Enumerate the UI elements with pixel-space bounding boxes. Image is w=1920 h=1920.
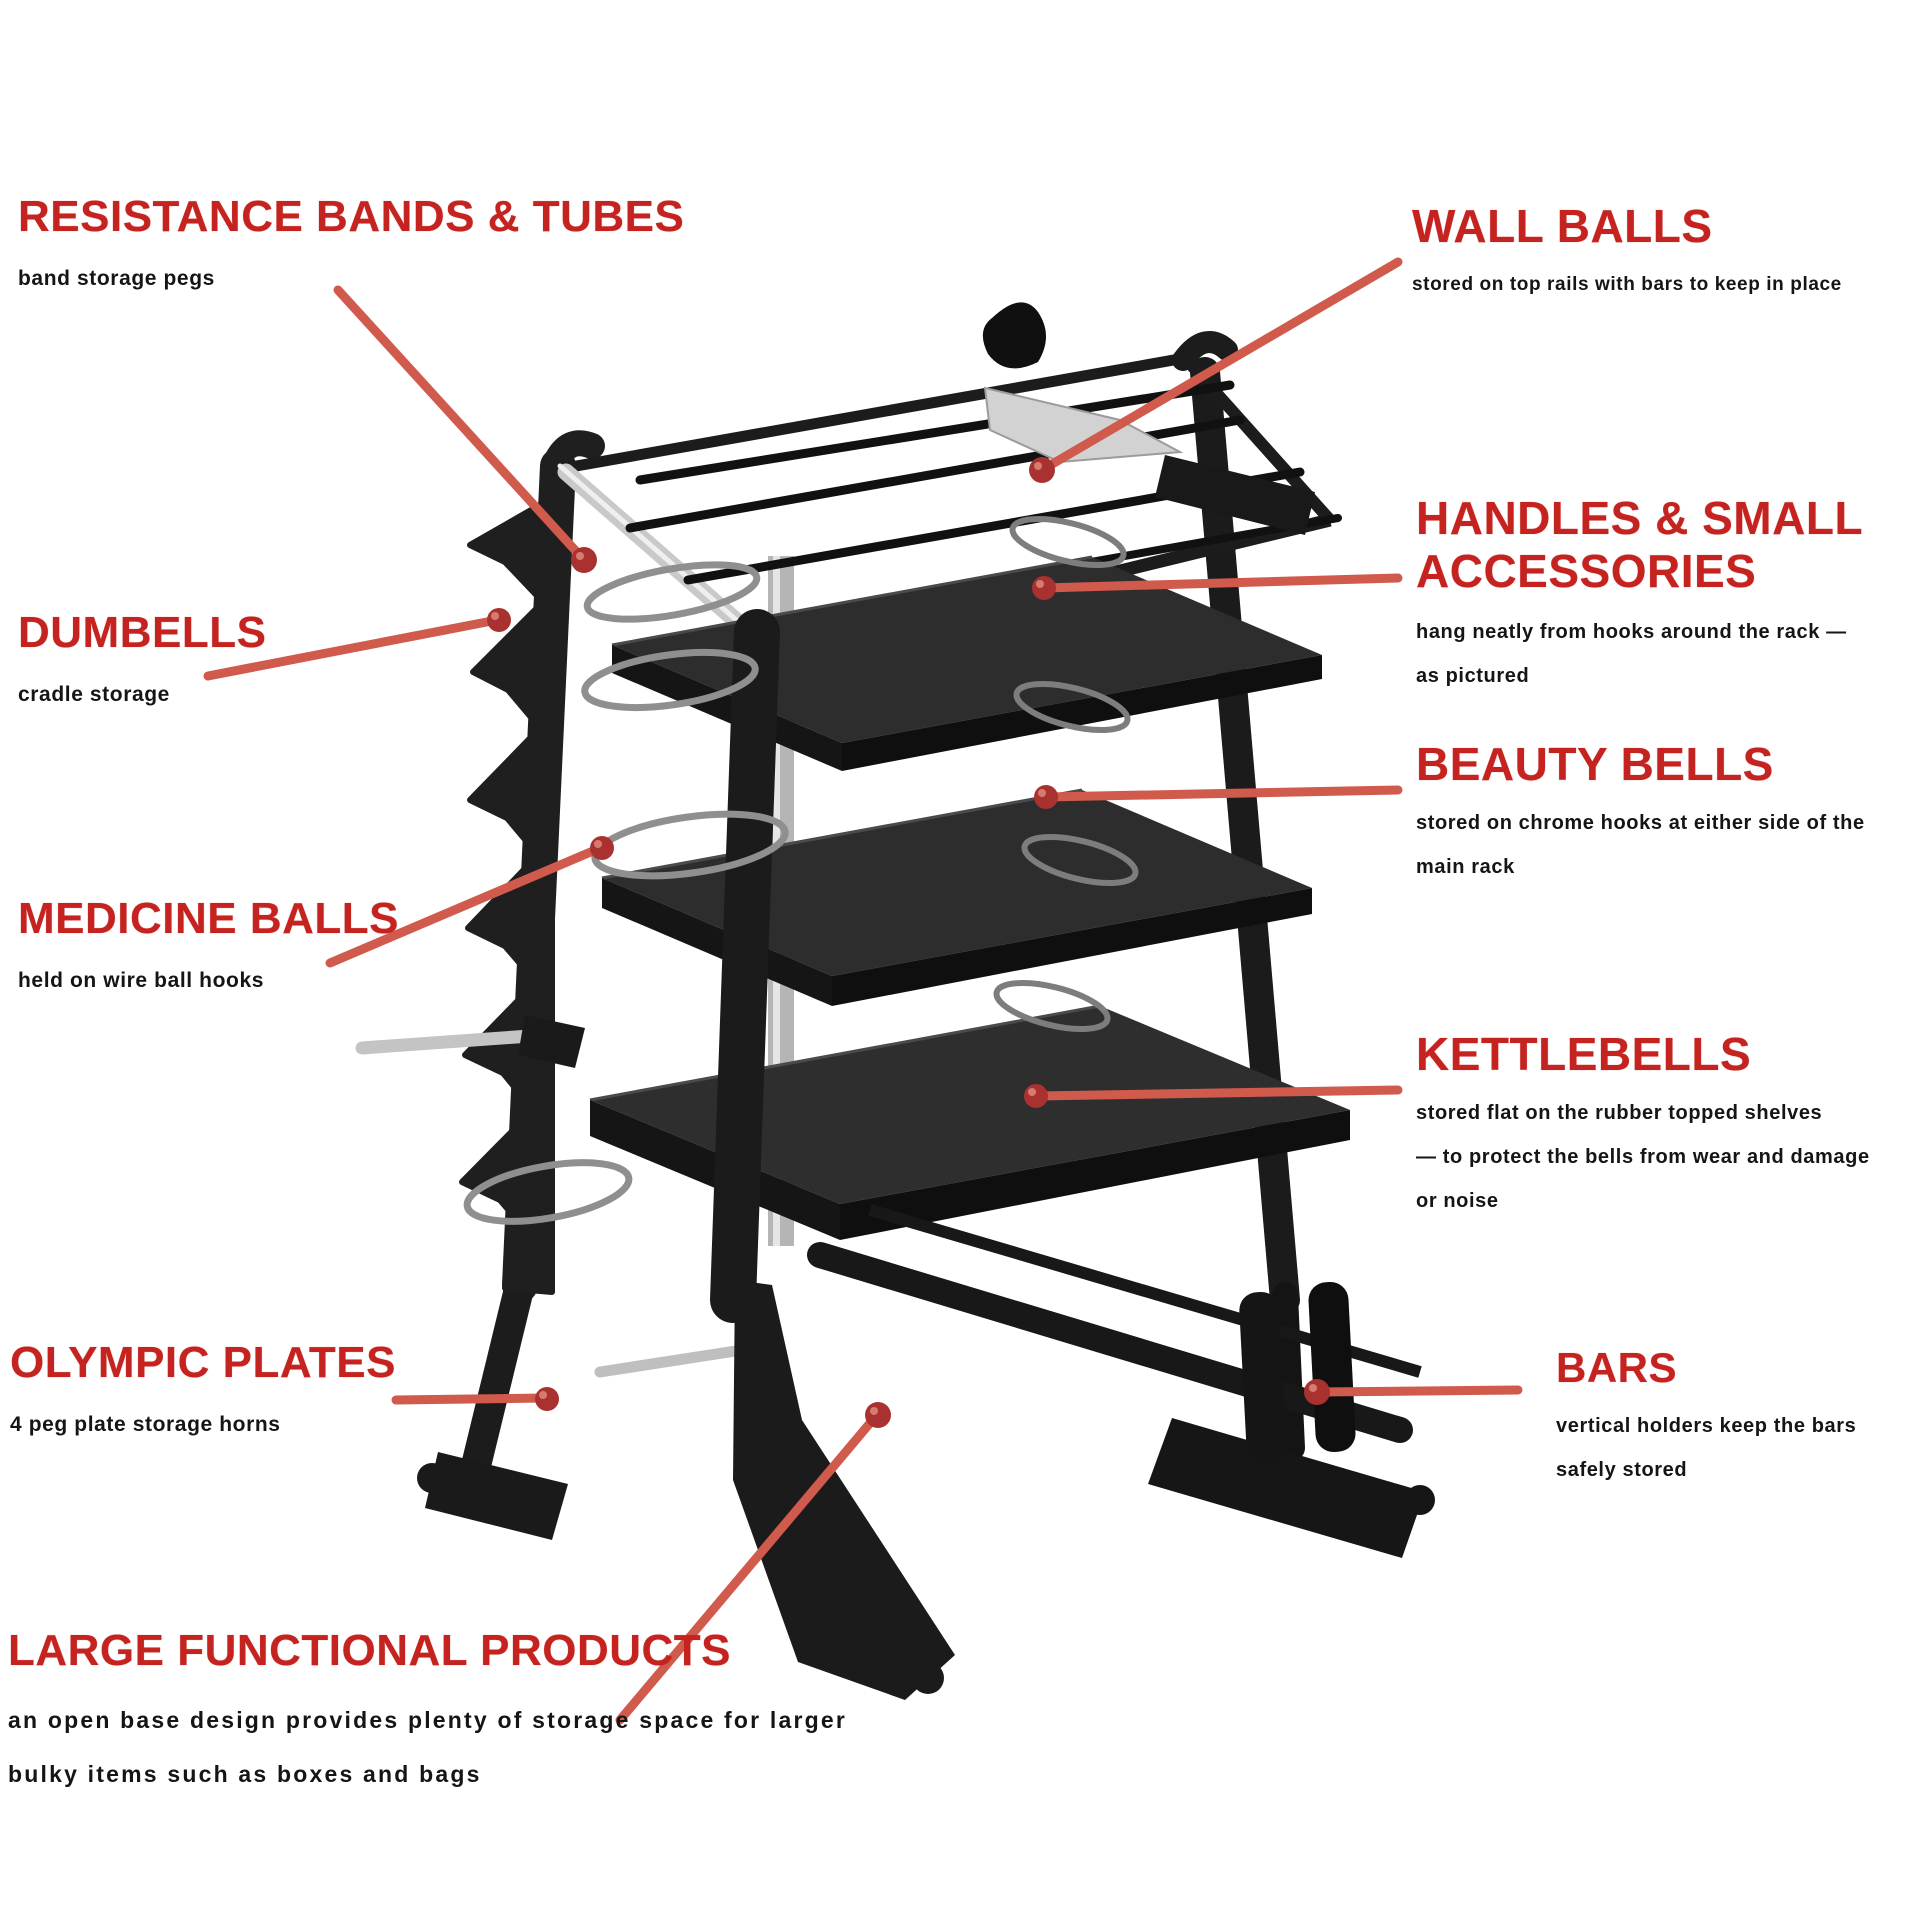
callout-handles (1416, 492, 1906, 698)
callout-beauty-bells (1416, 738, 1865, 889)
rack-top-accessory (983, 302, 1046, 368)
callout-large-functional (8, 1626, 847, 1801)
callout-olympic-plates-label: OLYMPIC PLATES (10, 1338, 396, 1387)
callout-medicine-balls-desc: held on wire ball hooks (18, 968, 264, 992)
callout-large-functional-desc-1: an open base design provides plenty of storage space for larger (8, 1706, 848, 1733)
leader-line-resistance-bands (338, 290, 584, 560)
rack-front-post (733, 632, 757, 1300)
callout-kettlebells-label: KETTLEBELLS (1416, 1028, 1752, 1080)
callout-medicine-balls-label: MEDICINE BALLS (18, 894, 399, 943)
callout-dumbells-label: DUMBELLS (18, 608, 267, 657)
callout-resistance-bands (18, 192, 684, 301)
callout-large-functional-desc-2: bulky items such as boxes and bags (8, 1760, 482, 1787)
callout-bars (1556, 1344, 1856, 1492)
callout-bars-desc-2: safely stored (1556, 1459, 1688, 1482)
callout-wall-balls-label: WALL BALLS (1412, 200, 1713, 252)
callout-resistance-bands-desc: band storage pegs (18, 266, 215, 290)
callout-kettlebells-desc-1: stored flat on the rubber topped shelves (1416, 1101, 1823, 1124)
callout-large-functional-label: LARGE FUNCTIONAL PRODUCTS (8, 1626, 732, 1675)
rack-tray-bottom (590, 1006, 1350, 1240)
callout-resistance-bands-label: RESISTANCE BANDS & TUBES (18, 192, 685, 241)
callout-handles-label: HANDLES & SMALL ACCESSORIES (1416, 492, 1863, 597)
callout-olympic-plates-desc: 4 peg plate storage horns (10, 1412, 281, 1436)
rack-tray-middle (602, 790, 1312, 1006)
callout-wall-balls (1412, 200, 1842, 307)
callout-olympic-plates (10, 1338, 396, 1447)
leader-line-bars (1318, 1390, 1518, 1392)
callout-beauty-bells-desc-1: stored on chrome hooks at either side of the (1416, 811, 1865, 834)
leader-line-beauty-bells (1046, 790, 1398, 797)
callout-dumbells-desc: cradle storage (18, 682, 170, 706)
callout-bars-label: BARS (1556, 1344, 1678, 1391)
leader-line-kettlebells (1037, 1090, 1398, 1096)
callout-beauty-bells-desc-2: main rack (1416, 855, 1515, 878)
callout-handles-desc-2: as pictured (1416, 664, 1530, 687)
callout-wall-balls-desc: stored on top rails with bars to keep in place (1412, 273, 1842, 295)
callout-kettlebells (1416, 1028, 1870, 1223)
callout-beauty-bells-label: BEAUTY BELLS (1416, 738, 1774, 790)
callout-handles-desc-1: hang neatly from hooks around the rack — (1416, 620, 1847, 643)
callout-bars-desc-1: vertical holders keep the bars (1556, 1415, 1857, 1438)
callout-kettlebells-desc-3: or noise (1416, 1189, 1499, 1212)
callout-dumbells (18, 608, 266, 717)
callout-medicine-balls (18, 894, 399, 1003)
callout-kettlebells-desc-2: — to protect the bells from wear and damage (1416, 1145, 1870, 1168)
leader-line-olympic-plates (396, 1398, 545, 1400)
